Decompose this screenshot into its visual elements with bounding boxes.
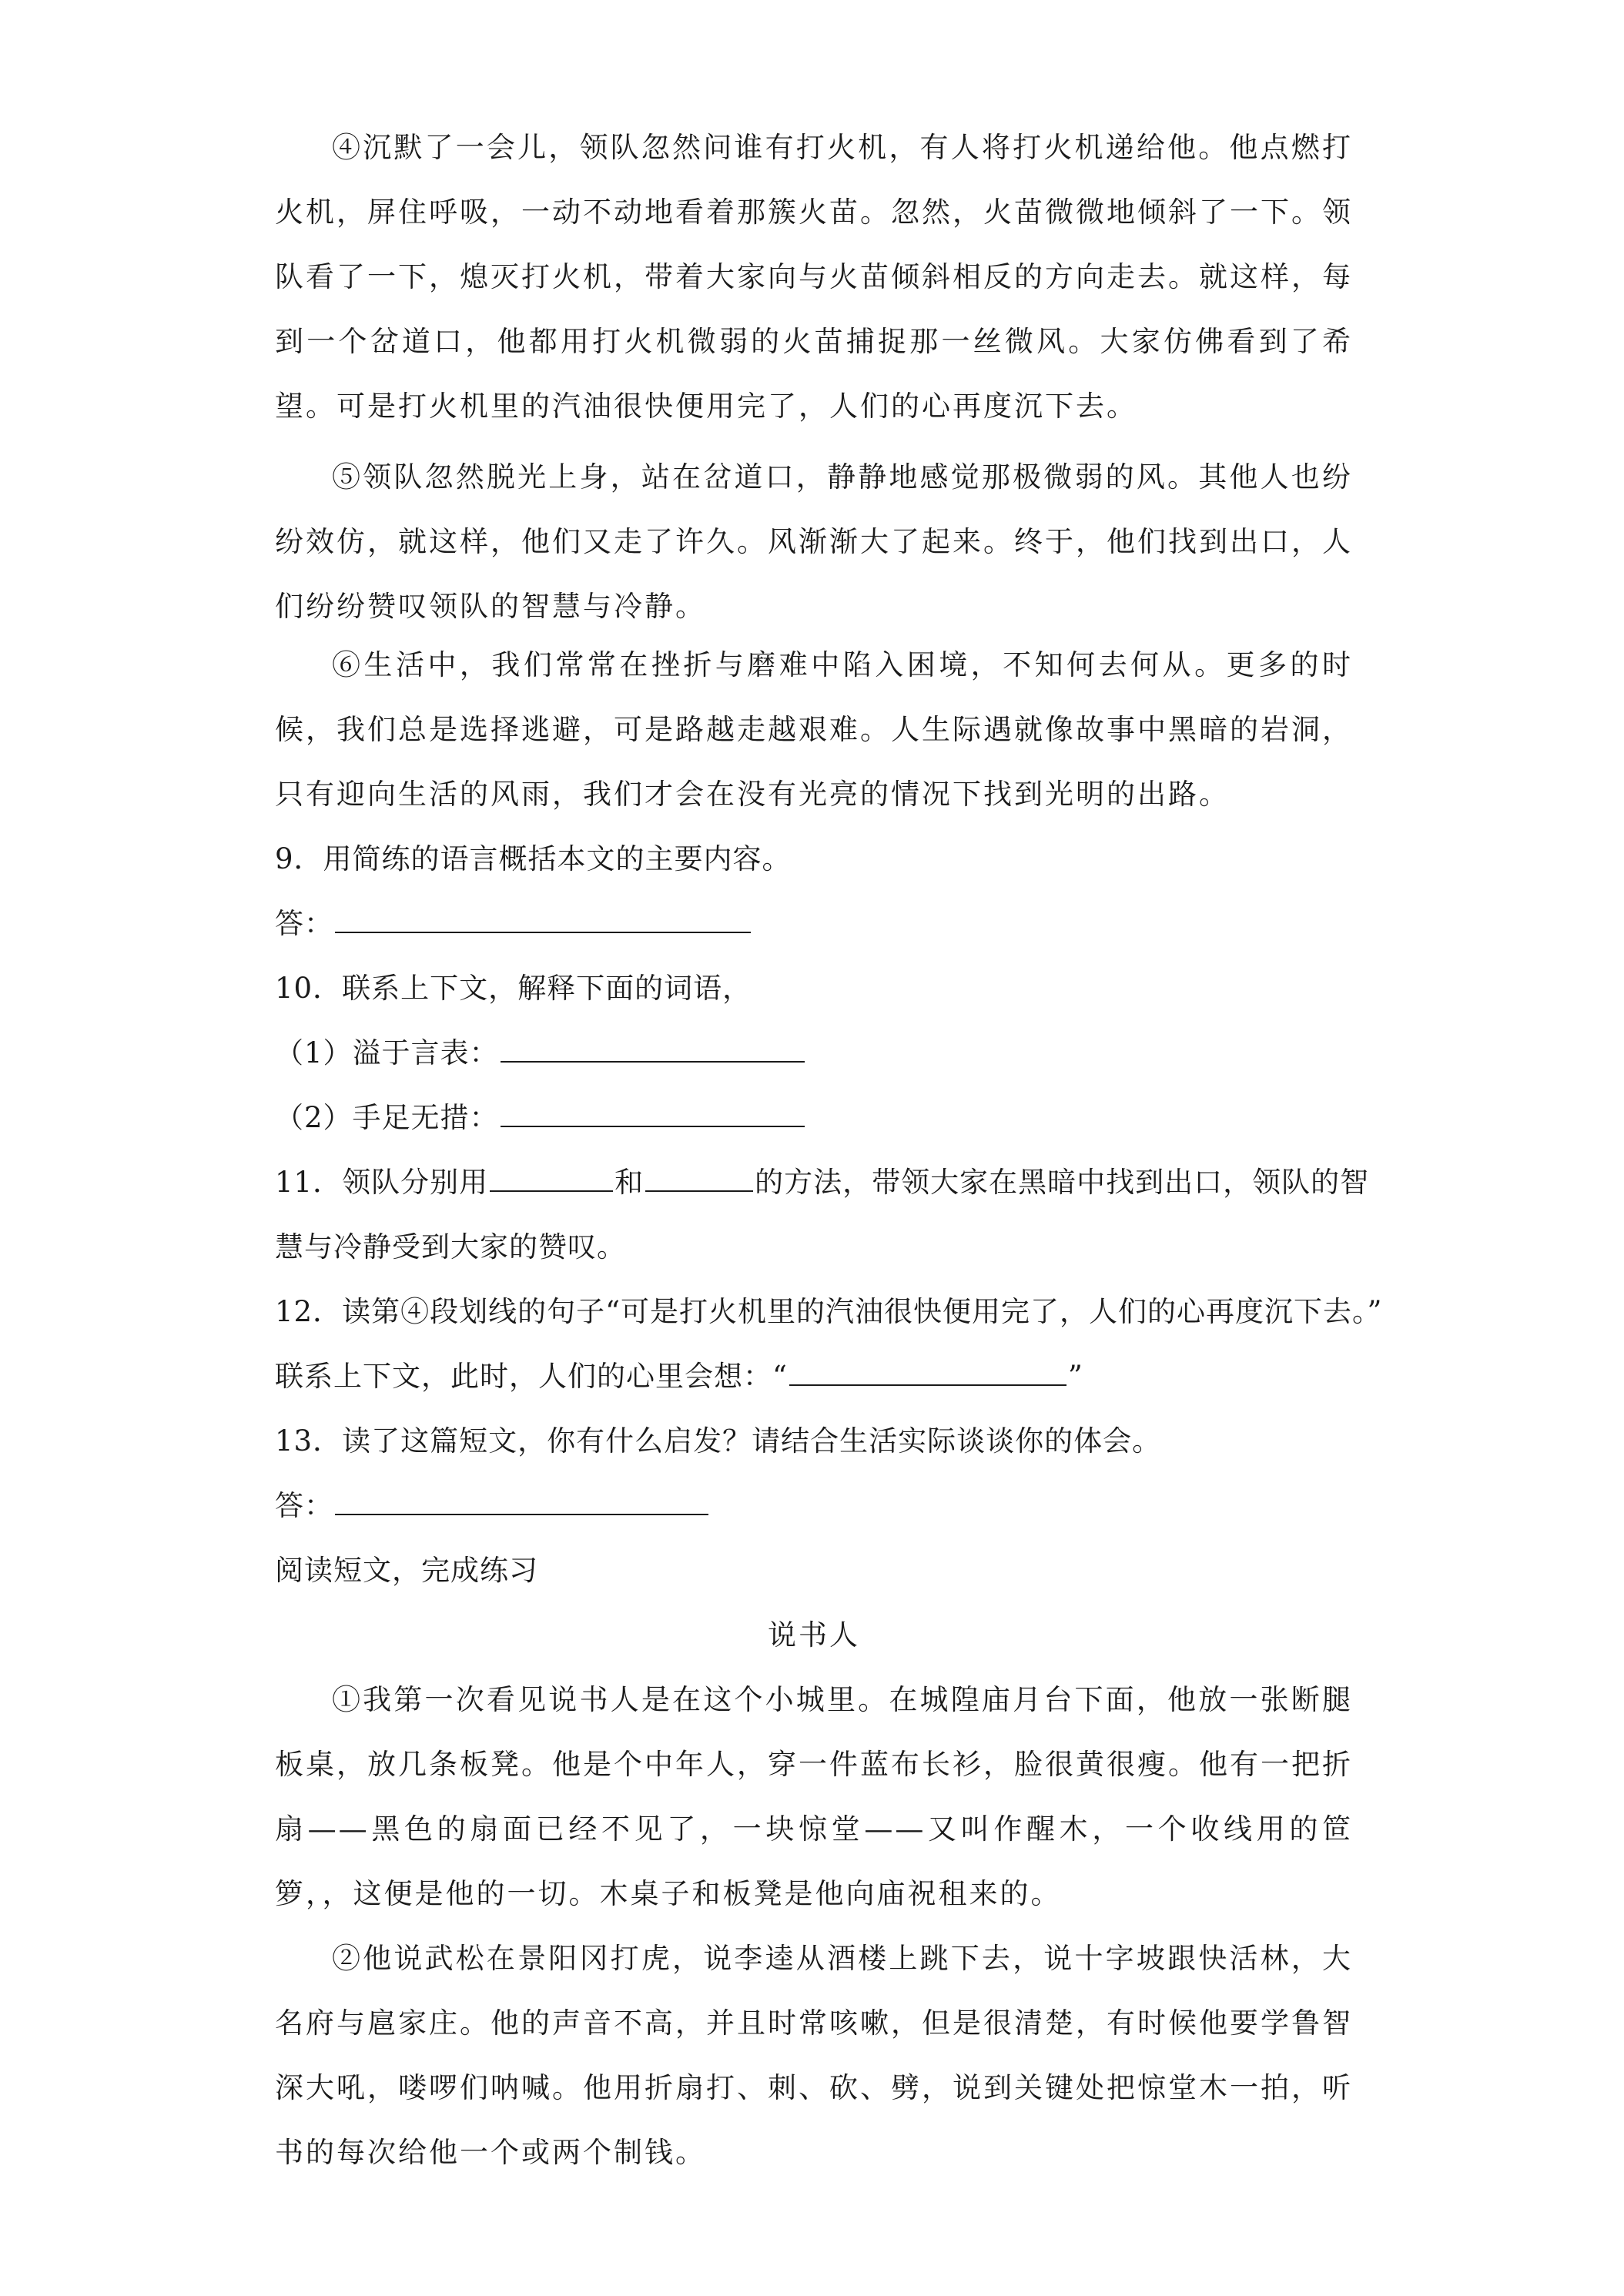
answer-label: 答： xyxy=(275,907,333,940)
answer-blank[interactable] xyxy=(490,1167,613,1192)
answer-blank[interactable] xyxy=(501,1038,805,1063)
answer-label: 答： xyxy=(275,1489,333,1522)
question-12-text-b: 联系上下文，此时，人们的心里会想：“ xyxy=(275,1360,788,1393)
question-12-line-1: 12．读第④段划线的句子“可是打火机里的汽油很快便用完了，人们的心再度沉下去。” xyxy=(275,1295,1383,1328)
question-9-answer xyxy=(275,892,1353,956)
question-11-line-1 xyxy=(275,1150,1370,1215)
question-10-1 xyxy=(275,1021,1353,1086)
question-10-2-label: （2）手足无措： xyxy=(275,1101,499,1134)
answer-blank[interactable] xyxy=(501,1103,805,1127)
question-11-text-b: 和 xyxy=(614,1166,645,1199)
question-10-1-label: （1）溢于言表： xyxy=(275,1036,499,1069)
passage-paragraph-6: ⑥生活中，我们常常在挫折与磨难中陷入困境，不知何去何从。更多的时候，我们总是选择逃避，可是路越走越艰难。人生际遇就像故事中黑暗的岩洞，只有迎向生活的风雨，我们才会在没有光亮的情况下找到光明的出路。 xyxy=(275,648,1353,811)
storyteller-paragraph-2: ②他说武松在景阳冈打虎，说李逵从酒楼上跳下去，说十字坡跟快活林，大名府与扈家庄。他的声音不高，并且时常咳嗽，但是很清楚，有时候他要学鲁智深大吼，喽啰们呐喊。他用折扇打、刺、砍、劈，说到关键处把惊堂木一拍，听书的每次给他一个或两个制钱。 xyxy=(275,1942,1353,2169)
question-11-line-2: 慧与冷静受到大家的赞叹。 xyxy=(275,1230,626,1263)
question-12-text-c: ” xyxy=(1067,1360,1083,1393)
question-10-2 xyxy=(275,1086,1353,1150)
passage-paragraph-4: ④沉默了一会儿，领队忽然问谁有打火机，有人将打火机递给他。他点燃打火机，屏住呼吸，一动不动地看着那簇火苗。忽然，火苗微微地倾斜了一下。领队看了一下，熄灭打火机，带着大家向与火苗倾斜相反的方向走去。就这样，每到一个岔道口，他都用打火机微弱的火苗捕捉那一丝微风。大家仿佛看到了希望。可是打火机里的汽油很快便用完了，人们的心再度沉下去。 xyxy=(275,131,1353,423)
question-13-answer xyxy=(275,1474,1353,1538)
answer-blank[interactable] xyxy=(335,909,751,933)
answer-blank[interactable] xyxy=(789,1361,1066,1386)
storyteller-paragraph-1: ①我第一次看见说书人是在这个小城里。在城隍庙月台下面，他放一张断腿板桌，放几条板凳。他是个中年人，穿一件蓝布长衫，脸很黄很瘦。他有一把折扇——黑色的扇面已经不见了，一块惊堂——又叫作醒木，一个收线用的笸箩，，这便是他的一切。木桌子和板凳是他向庙祝租来的。 xyxy=(275,1683,1353,1910)
question-11-text-a: 11．领队分别用 xyxy=(275,1166,489,1199)
question-9: 9．用简练的语言概括本文的主要内容。 xyxy=(275,842,792,875)
question-12-line-2 xyxy=(275,1344,1353,1409)
passage-title: 说书人 xyxy=(768,1618,860,1652)
question-10: 10．联系上下文，解释下面的词语， xyxy=(275,972,752,1005)
answer-blank[interactable] xyxy=(645,1167,753,1192)
passage-paragraph-5: ⑤领队忽然脱光上身，站在岔道口，静静地感觉那极微弱的风。其他人也纷纷效仿，就这样，他们又走了许久。风渐渐大了起来。终于，他们找到出口，人们纷纷赞叹领队的智慧与冷静。 xyxy=(275,460,1353,623)
section-instruction: 阅读短文，完成练习 xyxy=(275,1554,538,1587)
question-11-text-c: 的方法，带领大家在黑暗中找到出口，领队的智 xyxy=(755,1166,1370,1199)
answer-blank[interactable] xyxy=(335,1491,708,1515)
question-13: 13．读了这篇短文，你有什么启发？请结合生活实际谈谈你的体会。 xyxy=(275,1424,1162,1458)
